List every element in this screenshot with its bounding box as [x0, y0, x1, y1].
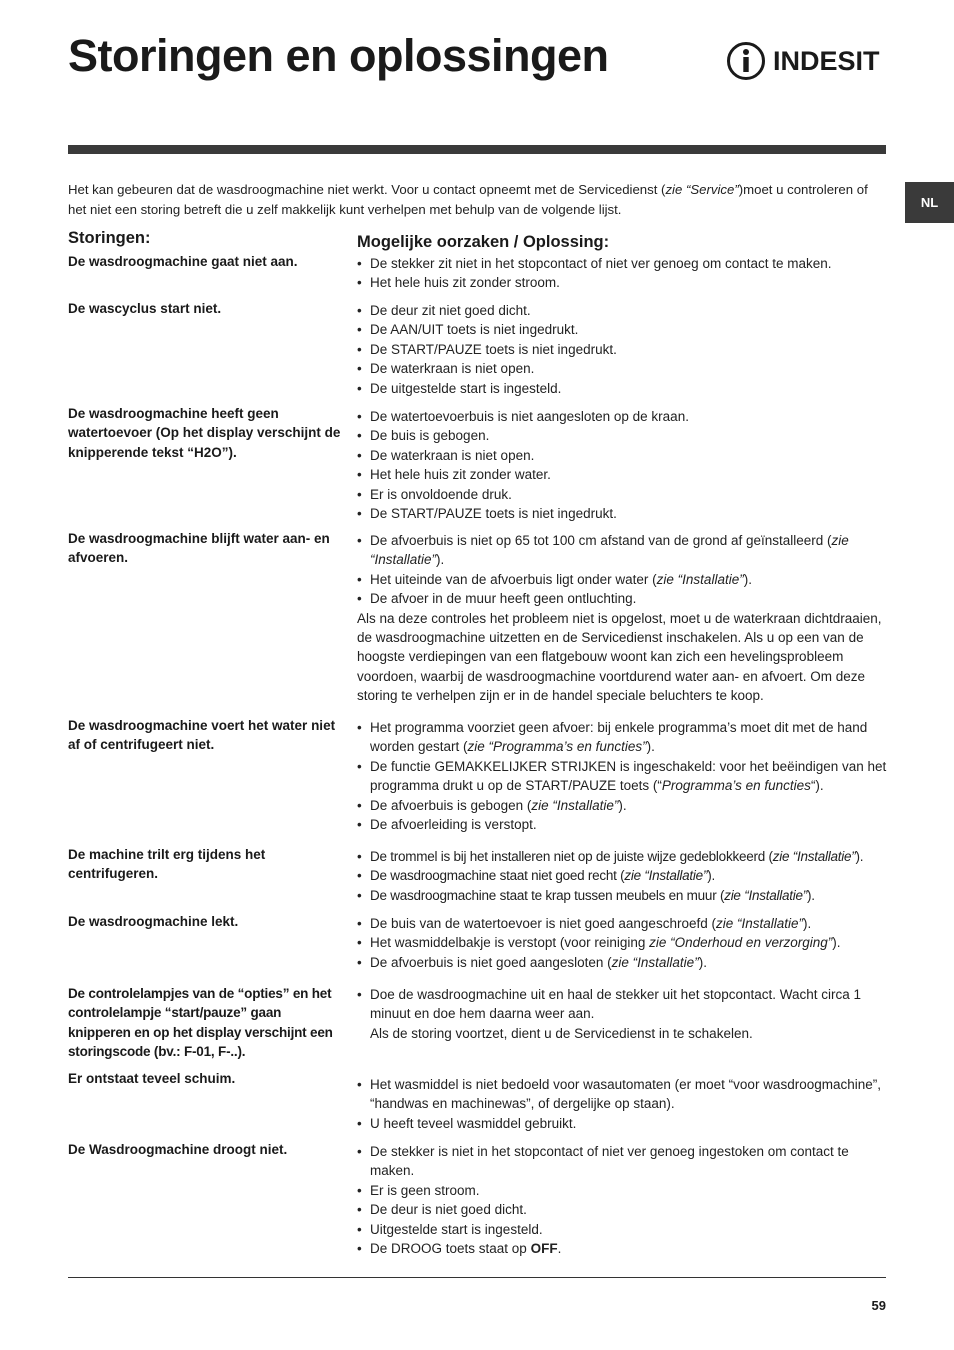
- cause-item: • De stekker zit niet in het stopcontact of niet ver genoeg om contact te maken.: [357, 254, 887, 273]
- cause-item: • De wasdroogmachine staat te krap tussen meubels en muur (zie “Installatie”).: [357, 886, 887, 905]
- cause-item: • Er is onvoldoende druk.: [357, 485, 887, 504]
- cause-item: • De afvoerleiding is verstopt.: [357, 815, 887, 834]
- cause-item: • Het wasmiddel is niet bedoeld voor wasautomaten (er moet “voor wasdroogmachine”, “handwas en machinewas”, of dergelijke op staan).: [357, 1075, 887, 1114]
- causes-10: [357, 1142, 887, 1258]
- cause-item: • De DROOG toets staat op OFF.: [357, 1239, 887, 1258]
- intro-paragraph: Het kan gebeuren dat de wasdroogmachine niet werkt. Voor u contact opneemt met de Servicedienst (zie “Service”)moet u controleren of het niet een storing betreft die u zelf makkelijk kunt verhelpen met behulp van de volgende lijst.: [68, 182, 868, 217]
- page-number: 59: [871, 1298, 886, 1313]
- cause-item: • De functie GEMAKKELIJKER STRIJKEN is ingeschakeld: voor het beëindigen van het programma drukt u op de START/PAUZE toets (“Programma’s en functies“).: [357, 757, 887, 796]
- cause-item: • Het wasmiddelbakje is verstopt (voor reiniging zie “Onderhoud en verzorging”).: [357, 933, 887, 952]
- cause-item: • De deur is niet goed dicht.: [357, 1200, 887, 1219]
- cause-item: • De wasdroogmachine staat niet goed recht (zie “Installatie”).: [357, 866, 887, 885]
- causes-5: [357, 718, 887, 834]
- problem-1: De wasdroogmachine gaat niet aan.: [68, 254, 298, 269]
- cause-item: • De afvoerbuis is niet goed aangesloten (zie “Installatie”).: [357, 953, 887, 972]
- cause-item: • De waterkraan is niet open.: [357, 359, 887, 378]
- causes-4: [357, 531, 887, 706]
- cause-item: • De AAN/UIT toets is niet ingedrukt.: [357, 320, 887, 339]
- cause-item: • De buis is gebogen.: [357, 426, 887, 445]
- causes-3: [357, 407, 887, 523]
- cause-item: • Doe de wasdroogmachine uit en haal de stekker uit het stopcontact. Wacht circa 1 minuut en doe hem daarna weer aan.: [357, 985, 887, 1024]
- page-title: Storingen en oplossingen: [68, 30, 609, 81]
- brand-i-icon: [726, 41, 766, 81]
- problem-6: De machine trilt erg tijdens het centrifugeren.: [68, 847, 266, 882]
- cause-item: • De START/PAUZE toets is niet ingedrukt.: [357, 504, 887, 523]
- cause-item: • De watertoevoerbuis is niet aangesloten op de kraan.: [357, 407, 887, 426]
- causes-1: [357, 254, 887, 293]
- causes-7: [357, 914, 887, 972]
- cause-item: • Het programma voorziet geen afvoer: bij enkele programma’s moet dit met de hand worden gestart (zie “Programma’s en functies”).: [357, 718, 887, 757]
- cause-item: • De trommel is bij het installeren niet op de juiste wijze gedeblokkeerd (zie “Installatie”).: [357, 847, 887, 866]
- cause-item: • De afvoerbuis is gebogen (zie “Installatie”).: [357, 796, 887, 815]
- problem-7: De wasdroogmachine lekt.: [68, 914, 239, 929]
- problem-10: De Wasdroogmachine droogt niet.: [68, 1142, 288, 1157]
- cause-item: • U heeft teveel wasmiddel gebruikt.: [357, 1114, 887, 1133]
- cause-item: • De buis van de watertoevoer is niet goed aangeschroefd (zie “Installatie”).: [357, 914, 887, 933]
- problems-heading: Storingen:: [68, 229, 151, 247]
- causes-2: [357, 301, 887, 398]
- footer-divider: [68, 1277, 886, 1278]
- header-divider: [68, 145, 886, 154]
- cause-item: • De waterkraan is niet open.: [357, 446, 887, 465]
- cause-item: • Het hele huis zit zonder stroom.: [357, 273, 887, 292]
- cause-item: • Er is geen stroom.: [357, 1181, 887, 1200]
- causes-heading: Mogelijke oorzaken / Oplossing:: [357, 233, 610, 251]
- causes-6: [357, 847, 887, 905]
- cause-note: Als de storing voortzet, dient u de Servicedienst in te schakelen.: [370, 1025, 753, 1041]
- cause-item: • De START/PAUZE toets is niet ingedrukt.: [357, 340, 887, 359]
- causes-9: [357, 1075, 887, 1133]
- cause-item: • De uitgestelde start is ingesteld.: [357, 379, 887, 398]
- problem-5: De wasdroogmachine voert het water niet af of centrifugeert niet.: [68, 718, 336, 753]
- problem-2: De wascyclus start niet.: [68, 301, 222, 316]
- cause-item: • Uitgestelde start is ingesteld.: [357, 1220, 887, 1239]
- problem-3: De wasdroogmachine heeft geen watertoevoer (Op het display verschijnt de knipperende tekst “H2O”).: [68, 406, 341, 460]
- cause-item: • Het uiteinde van de afvoerbuis ligt onder water (zie “Installatie”).: [357, 570, 887, 589]
- causes-8: [357, 985, 887, 1043]
- brand-wordmark: INDESIT: [773, 45, 880, 76]
- cause-note: Als na deze controles het probleem niet is opgelost, moet u de waterkraan dichtdraaien, de wasdroogmachine uitzetten en de Servicedienst inschakelen. Als u op een van de hoogste verdiepingen van een flatgebouw woont kan zich een hevelingsprobleem voordoen, waarbij de wasdroogmachine voortdurend water aan- en afvoert. Om deze storing te verhelpen zijn er in de handel speciale beluchters te koop.: [357, 610, 882, 704]
- indesit-logo: [726, 40, 880, 82]
- cause-item: • De deur zit niet goed dicht.: [357, 301, 887, 320]
- cause-item: • De stekker is niet in het stopcontact of niet ver genoeg ingestoken om contact te maken.: [357, 1142, 887, 1181]
- problem-8: De controlelampjes van de “opties” en het controlelampje “start/pauze” gaan knipperen en op het display verschijnt een storingscode (bv.: F-01, F-..).: [68, 986, 333, 1060]
- problem-9: Er ontstaat teveel schuim.: [68, 1071, 236, 1086]
- cause-item: • De afvoer in de muur heeft geen ontluchting.: [357, 589, 887, 608]
- language-tab: NL: [905, 182, 954, 223]
- problem-4: De wasdroogmachine blijft water aan- en afvoeren.: [68, 531, 330, 566]
- cause-item: • De afvoerbuis is niet op 65 tot 100 cm afstand van de grond af geïnstalleerd (zie “Installatie”).: [357, 531, 887, 570]
- cause-item: • Het hele huis zit zonder water.: [357, 465, 887, 484]
